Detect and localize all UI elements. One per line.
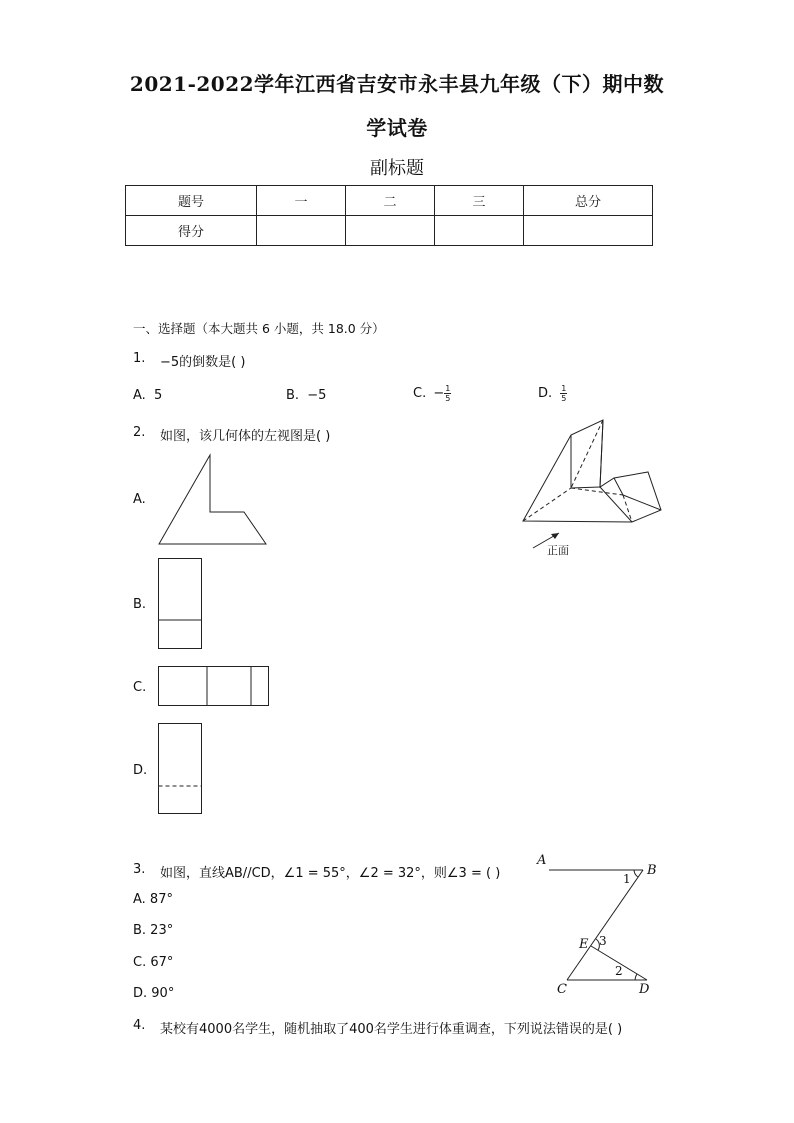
- q1-option-c[interactable]: [413, 384, 451, 403]
- section-heading: 一、选择题（本大题共 6 小题，共 18.0 分）: [133, 321, 385, 336]
- q3-option-d[interactable]: D. 90°: [133, 986, 175, 1001]
- angle-3-label: 3: [599, 934, 607, 948]
- score-header-cell: 一: [257, 186, 346, 216]
- hidden-edges: [523, 420, 632, 522]
- score-cell[interactable]: [435, 216, 524, 246]
- q2-option-b-label[interactable]: B.: [133, 597, 147, 612]
- angle-2-label: 2: [615, 964, 623, 978]
- page-subtitle: 副标题: [370, 158, 424, 179]
- q2-option-a-label[interactable]: A.: [133, 492, 146, 507]
- q4-text: 某校有4000名学生，随机抽取了400名学生进行体重调查，下列说法错误的是( ): [160, 1022, 623, 1037]
- q1-number: 1.: [133, 351, 146, 366]
- fraction-denominator: 5: [561, 394, 567, 403]
- q1-text: −5的倒数是( ): [160, 355, 246, 370]
- q2-option-d-label[interactable]: D.: [133, 763, 148, 778]
- option-value: −5: [307, 388, 327, 403]
- angle-1-arc: [634, 870, 638, 877]
- point-d-label: D: [639, 982, 650, 997]
- score-table: [125, 185, 653, 246]
- option-label: A.: [133, 388, 146, 403]
- page-title-line1: 2021-2022学年江西省吉安市永丰县九年级（下）期中数: [129, 72, 665, 96]
- q3-option-b[interactable]: B. 23°: [133, 923, 174, 938]
- fraction-numerator: 1: [561, 384, 567, 393]
- option-label: B.: [286, 388, 300, 403]
- q2-text: 如图，该几何体的左视图是( ): [160, 429, 331, 444]
- q2-option-b-figure[interactable]: [158, 558, 204, 650]
- fraction: [444, 384, 451, 403]
- q2-figure-label: 正面: [547, 544, 569, 557]
- score-cell[interactable]: [346, 216, 435, 246]
- score-header-cell: 总分: [524, 186, 653, 216]
- fraction-denominator: 5: [445, 394, 451, 403]
- option-label: D.: [538, 386, 553, 401]
- point-a-label: A: [537, 853, 547, 868]
- angle-1-label: 1: [623, 872, 631, 886]
- q1-option-a[interactable]: [133, 388, 162, 403]
- q4-number: 4.: [133, 1018, 146, 1033]
- line-bc: [567, 870, 643, 980]
- score-row-label: 得分: [126, 216, 257, 246]
- point-c-label: C: [557, 982, 567, 997]
- q2-number: 2.: [133, 425, 146, 440]
- score-cell[interactable]: [524, 216, 653, 246]
- front-arrow-head: [551, 533, 559, 539]
- option-sign: −: [433, 386, 445, 401]
- option-value: 5: [153, 388, 163, 403]
- q2-option-c-label[interactable]: C.: [133, 680, 147, 695]
- point-e-label: E: [579, 937, 589, 952]
- score-cell[interactable]: [257, 216, 346, 246]
- score-table-row: [126, 216, 653, 246]
- score-header-cell: 二: [346, 186, 435, 216]
- q2-solid-figure: [515, 415, 665, 560]
- angle-2-arc: [635, 974, 637, 980]
- score-table-header-row: [126, 186, 653, 216]
- page-title-line2: 学试卷: [366, 116, 428, 140]
- q2-option-d-figure[interactable]: [158, 723, 204, 815]
- fraction-numerator: 1: [445, 384, 451, 393]
- score-header-cell: 三: [435, 186, 524, 216]
- q3-option-c[interactable]: C. 67°: [133, 955, 174, 970]
- q1-option-d[interactable]: [538, 384, 567, 403]
- score-header-cell: 题号: [126, 186, 257, 216]
- solid-outline: [523, 420, 661, 522]
- q3-number: 3.: [133, 862, 146, 877]
- point-b-label: B: [647, 863, 657, 878]
- fraction: [560, 384, 567, 403]
- option-label: C.: [413, 386, 427, 401]
- q2-option-c-figure[interactable]: [158, 666, 270, 708]
- q1-option-b[interactable]: [286, 388, 326, 403]
- q2-option-a-figure[interactable]: [158, 454, 270, 546]
- q3-option-a[interactable]: A. 87°: [133, 892, 173, 907]
- q3-text: 如图，直线AB//CD，∠1 = 55°，∠2 = 32°，则∠3 = ( ): [160, 866, 501, 881]
